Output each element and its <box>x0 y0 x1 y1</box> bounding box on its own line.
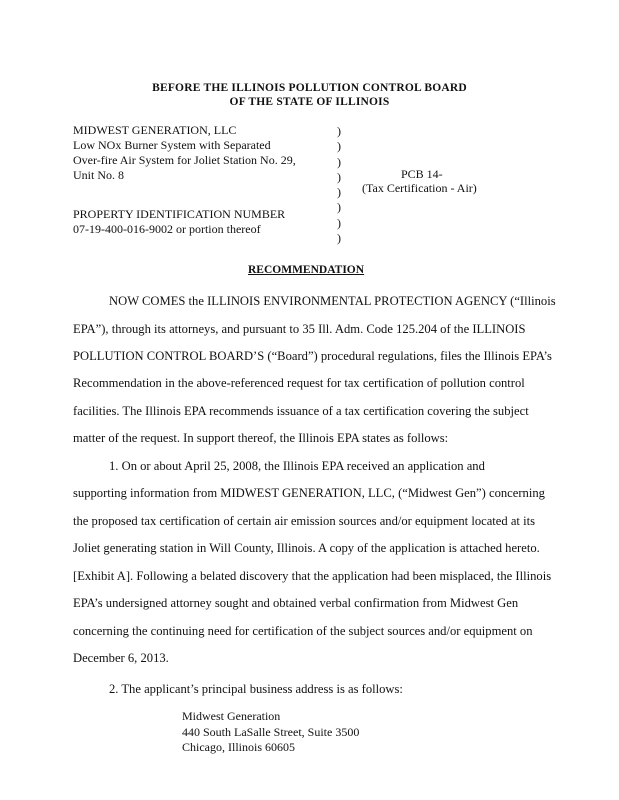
caption-paren: ) <box>337 124 341 138</box>
caption-line: Unit No. 8 <box>73 168 124 182</box>
address-line: Midwest Generation <box>182 709 281 723</box>
caption-line: Low NOx Burner System with Separated <box>73 138 271 152</box>
caption-paren: ) <box>337 169 341 184</box>
body-line: Recommendation in the above-referenced request for tax certification of pollution control <box>73 376 525 390</box>
caption-line: PROPERTY IDENTIFICATION NUMBER <box>73 207 286 221</box>
body-line: Joliet generating station in Will County, Illinois. A copy of the application is attached hereto. <box>73 541 540 555</box>
body-line: concerning the continuing need for certification of the subject sources and/or equipment on <box>73 624 533 638</box>
caption-party-block <box>73 123 296 183</box>
caption-paren: ) <box>337 215 341 230</box>
body-line: NOW COMES the ILLINOIS ENVIRONMENTAL PROTECTION AGENCY (“Illinois <box>109 294 556 308</box>
caption-paren: ) <box>337 185 341 200</box>
caption-paren: ) <box>337 154 341 169</box>
caption-line: 07-19-400-016-9002 or portion thereof <box>73 222 261 236</box>
body-line: matter of the request. In support thereof, the Illinois EPA states as follows: <box>73 431 449 445</box>
body-line: facilities. The Illinois EPA recommends issuance of a tax certification covering the subject <box>73 404 529 418</box>
case-type: (Tax Certification - Air) <box>362 181 477 195</box>
caption-line: MIDWEST GENERATION, LLC <box>73 123 237 137</box>
body-line: 1. On or about April 25, 2008, the Illinois EPA received an application and <box>109 459 485 473</box>
caption-paren-column <box>337 124 341 246</box>
caption-paren: ) <box>337 231 341 246</box>
board-heading-line2: OF THE STATE OF ILLINOIS <box>229 96 390 108</box>
body-line: POLLUTION CONTROL BOARD’S (“Board”) procedural regulations, files the Illinois EPA’s <box>73 349 552 363</box>
caption-line: Over-fire Air System for Joliet Station No. 29, <box>73 153 296 167</box>
body-line: 2. The applicant’s principal business address is as follows: <box>109 682 403 696</box>
body-line: the proposed tax certification of certain air emission sources and/or equipment located at its <box>73 514 535 528</box>
caption-paren: ) <box>337 139 341 154</box>
address-line: 440 South LaSalle Street, Suite 3500 <box>182 724 360 739</box>
caption-property-block <box>73 207 285 237</box>
body-line: [Exhibit A]. Following a belated discovery that the application had been misplaced, the Illinois <box>73 569 552 583</box>
board-heading-line1: BEFORE THE ILLINOIS POLLUTION CONTROL BOARD <box>152 82 467 94</box>
case-number: PCB 14- <box>401 167 443 181</box>
body-line: December 6, 2013. <box>73 651 169 665</box>
body-line: EPA”), through its attorneys, and pursuant to 35 Ill. Adm. Code 125.204 of the ILLINOIS <box>73 322 526 336</box>
address-block <box>182 709 359 756</box>
body-line: supporting information from MIDWEST GENERATION, LLC, (“Midwest Gen”) concerning <box>73 486 545 500</box>
address-line: Chicago, Illinois 60605 <box>182 740 295 754</box>
recommendation-title: RECOMMENDATION <box>248 264 365 276</box>
caption-paren: ) <box>337 200 341 215</box>
body-line: EPA’s undersigned attorney sought and obtained verbal confirmation from Midwest Gen <box>73 596 519 610</box>
